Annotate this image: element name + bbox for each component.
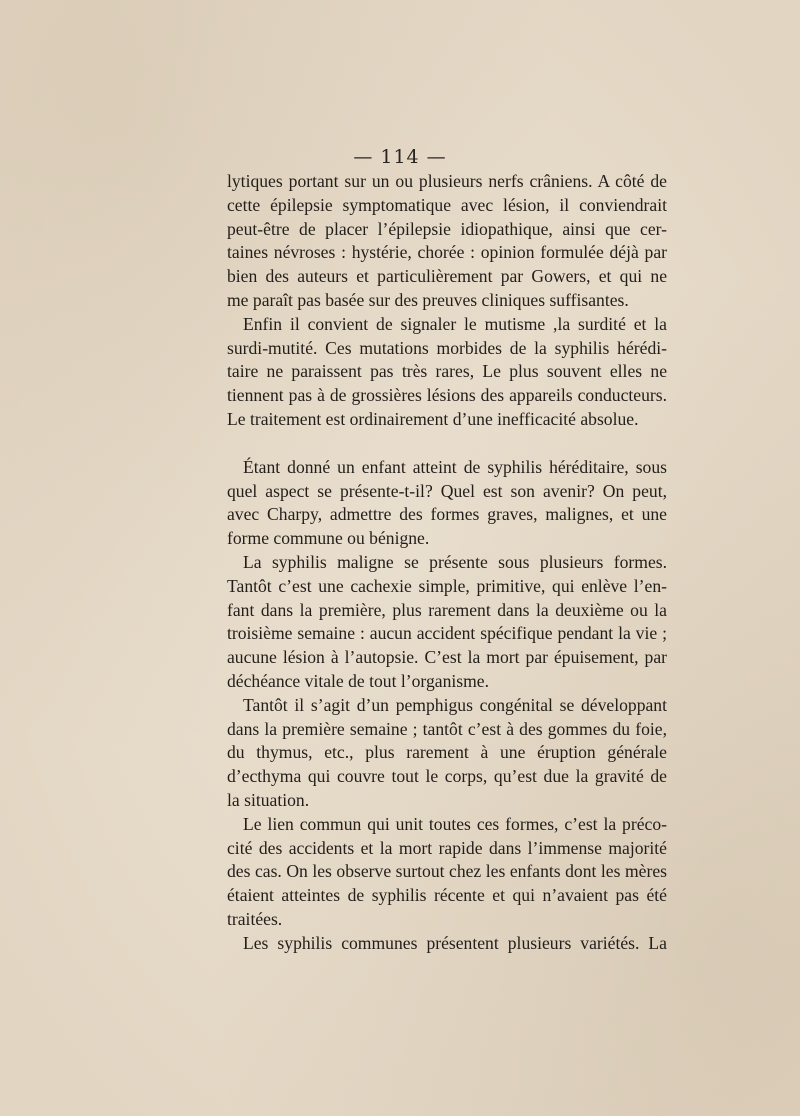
text-line: cité des accidents et la mort rapide dans l’immense majorité	[227, 837, 667, 858]
text-line: quel aspect se présente-t-il? Quel est son avenir? On peut,	[227, 480, 667, 501]
text-line: fant dans la première, plus rarement dans la deuxième ou la	[227, 599, 667, 620]
text-line: Le lien commun qui unit toutes ces formes, c’est la préco-	[243, 813, 667, 834]
text-line: me paraît pas basée sur des preuves cliniques suffisantes.	[227, 289, 629, 310]
text-line: Tantôt c’est une cachexie simple, primitive, qui enlève l’en-	[227, 575, 667, 596]
text-line: troisième semaine : aucun accident spécifique pendant la vie ;	[227, 623, 667, 644]
paragraph	[227, 313, 667, 432]
text-line: peut-être de placer l’épilepsie idiopathique, ainsi que cer-	[227, 218, 667, 239]
text-line: Tantôt il s’agit d’un pemphigus congénital se développant	[243, 694, 667, 715]
text-line: Les syphilis communes présentent plusieurs variétés. La	[243, 932, 667, 953]
text-line: bien des auteurs et particulièrement par Gowers, et qui ne	[227, 266, 667, 287]
paragraph	[227, 694, 667, 813]
text-line: taire ne paraissent pas très rares, Le plus souvent elles ne	[227, 361, 667, 382]
text-line: déchéance vitale de tout l’organisme.	[227, 670, 490, 691]
paragraph	[227, 170, 667, 313]
text-line: La syphilis maligne se présente sous plusieurs formes.	[243, 551, 667, 572]
body-text	[227, 170, 667, 956]
text-line: Le traitement est ordinairement d’une inefficacité absolue.	[227, 408, 639, 429]
text-line: avec Charpy, admettre des formes graves, malignes, et une	[227, 504, 667, 525]
text-line: Étant donné un enfant atteint de syphilis héréditaire, sous	[243, 456, 667, 477]
text-line: aucune lésion à l’autopsie. C’est la mort par épuisement, par	[227, 647, 667, 668]
text-line: tiennent pas à de grossières lésions des appareils conducteurs.	[227, 385, 667, 406]
text-line: forme commune ou bénigne.	[227, 528, 430, 549]
section-break	[227, 432, 667, 456]
paragraph	[227, 813, 667, 932]
text-line: dans la première semaine ; tantôt c’est à des gommes du foie,	[227, 718, 667, 739]
text-line: taines névroses : hystérie, chorée : opinion formulée déjà par	[227, 242, 667, 263]
text-line: la situation.	[227, 789, 310, 810]
text-line: Enfin il convient de signaler le mutisme ,la surdité et la	[243, 313, 667, 334]
text-line: cette épilepsie symptomatique avec lésion, il conviendrait	[227, 194, 667, 215]
text-line: traitées.	[227, 908, 283, 929]
paragraph	[227, 551, 667, 694]
text-line: surdi-mutité. Ces mutations morbides de la syphilis hérédi-	[227, 337, 667, 358]
text-line: des cas. On les observe surtout chez les enfants dont les mères	[227, 861, 667, 882]
text-line: lytiques portant sur un ou plusieurs nerfs crâniens. A côté de	[227, 171, 667, 191]
text-line: étaient atteintes de syphilis récente et qui n’avaient pas été	[227, 885, 667, 906]
text-line: d’ecthyma qui couvre tout le corps, qu’est due la gravité de	[227, 766, 667, 787]
text-line: du thymus, etc., plus rarement à une éruption générale	[227, 742, 667, 763]
paragraph	[227, 456, 667, 551]
page-number: — 114 —	[353, 146, 447, 168]
paragraph	[227, 932, 667, 956]
